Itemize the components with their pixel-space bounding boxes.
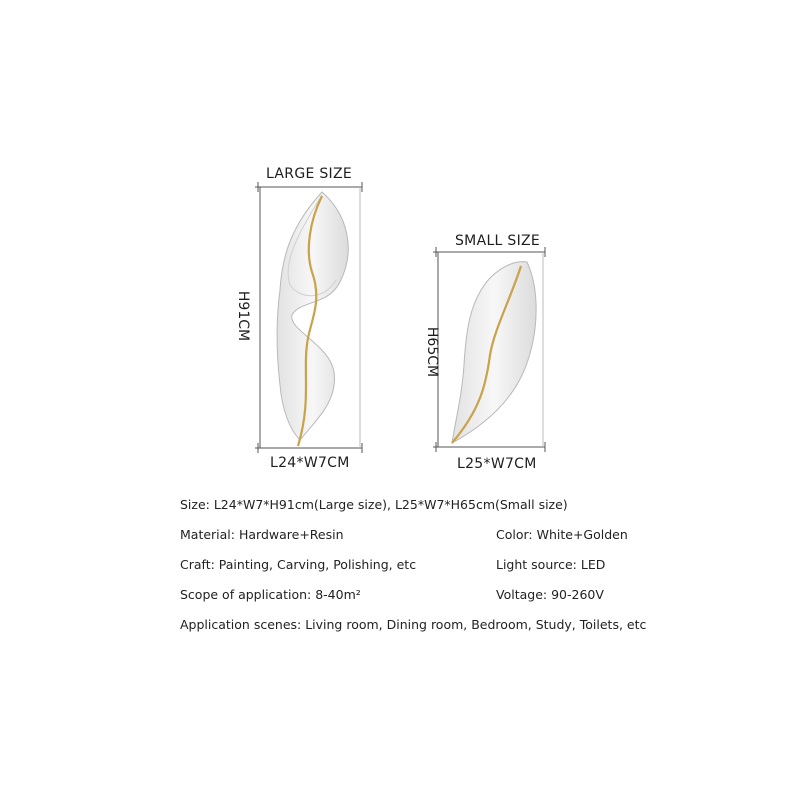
large-height-label: H91CM — [235, 290, 252, 342]
spec-scope: Scope of application: 8-40m² — [180, 587, 361, 602]
large-size-title: LARGE SIZE — [266, 166, 353, 182]
spec-color: Color: White+Golden — [496, 527, 628, 542]
spec-light-source: Light source: LED — [496, 557, 606, 572]
small-size-title: SMALL SIZE — [455, 233, 541, 249]
spec-scenes: Application scenes: Living room, Dining room, Bedroom, Study, Toilets, etc — [180, 617, 647, 632]
spec-size: Size: L24*W7*H91cm(Large size), L25*W7*H65cm(Small size) — [180, 497, 568, 512]
spec-material: Material: Hardware+Resin — [180, 527, 344, 542]
spec-craft: Craft: Painting, Carving, Polishing, etc — [180, 557, 417, 572]
small-height-label: H65CM — [424, 326, 441, 378]
small-width-label: L25*W7CM — [457, 456, 537, 472]
large-feather-image — [277, 192, 348, 446]
small-feather-image — [452, 262, 536, 443]
spec-voltage: Voltage: 90-260V — [496, 587, 604, 602]
large-width-label: L24*W7CM — [270, 455, 350, 471]
